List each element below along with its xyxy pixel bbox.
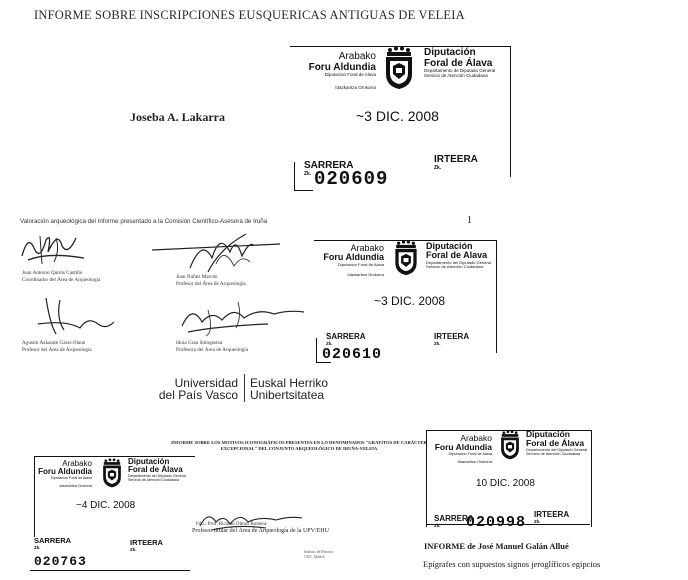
stamp-right-heading: Diputación Foral de Álava Departamento del Diputado General Servicio de Atención Ciudadana xyxy=(526,429,588,456)
stamp-number: 020609 xyxy=(314,168,389,190)
stamp-number: 020998 xyxy=(466,514,527,531)
stamp-date: ~4 DIC. 2008 xyxy=(76,500,136,511)
doc4-subtitle: Epígrafes con supuestos signos jeroglíficos egipcios xyxy=(423,559,601,569)
stamp-out-sub: Zk. xyxy=(534,519,541,524)
doc3-title: INFORME SOBRE LOS MOTIVOS ICONOGRÁFICOS PRESENTES EN LO DENOMINADOS "GRAFITOS DE CARÁCTER EXCEPCIONAL" DEL CONJUNTO ARQUEOLÓGICO DE IRUÑA-VELEIA xyxy=(171,440,427,451)
doc1-title: INFORME SOBRE INSCRIPCIONES EUSQUERICAS ANTIGUAS DE VELEIA xyxy=(34,8,465,22)
stamp-number: 020763 xyxy=(34,554,87,569)
coat-of-arms-seal-icon xyxy=(100,458,124,488)
stamp-out-label: IRTEERA xyxy=(534,510,570,519)
stamp-date: ~3 DIC. 2008 xyxy=(374,294,446,308)
stamp-out-label: IRTEERA xyxy=(130,538,163,547)
doc3-signer: Fdo.: Prof. Ricardo Olmos Romera xyxy=(196,522,267,527)
signatory-1: Juan Antonio Quirós Castillo Coordinador del Área de Arqueología xyxy=(22,270,101,283)
university-name-es: Universidad del País Vasco xyxy=(158,376,238,402)
stamp-out-label: IRTEERA xyxy=(434,332,470,341)
handwritten-signature xyxy=(150,228,290,276)
stamp-left-heading: Arabako Foru Aldundia Diputacion Foral de Alava Idazkaritza Orokorra xyxy=(434,433,492,464)
doc3-role: Profesor titular del Área de Arqueología de la UPV/EHU xyxy=(192,528,329,534)
stamp-in-label: SARRERA xyxy=(434,514,474,523)
doc4-title: INFORME de José Manuel Galán Allué xyxy=(424,541,569,551)
stamp-left-heading: Arabako Foru Aldundia Diputacion Foral de Alava Idazkaritza Orokorra xyxy=(308,51,376,90)
stamp-out-sub: Zk. xyxy=(434,341,441,346)
doc1-author: Joseba A. Lakarra xyxy=(130,110,226,124)
stamp-in-sub: Zk. xyxy=(34,545,41,550)
registry-stamp-3 xyxy=(30,454,202,578)
stamp-in-sub: Zk. xyxy=(304,171,312,177)
stamp-right-heading: Diputación Foral de Álava Departamento de Diputado General Servicio de Atención Ciudadana xyxy=(424,47,496,78)
stamp-in-sub: Zk. xyxy=(434,523,441,528)
doc3-small-print: Instituto de Historia CSIC, Madrid xyxy=(304,550,333,559)
stamp-in-label: SARRERA xyxy=(34,536,72,545)
signatory-3: Agustín Azkarate Garai-Olaun Profesor del Área de Arqueología xyxy=(22,340,92,353)
registry-stamp-4 xyxy=(426,426,598,538)
signatory-4: Idoia Grau Sologestoa Profesora del Área de Arqueología xyxy=(176,340,249,353)
stamp-in-label: SARRERA xyxy=(326,332,366,341)
handwritten-signature xyxy=(18,226,88,270)
coat-of-arms-seal-icon xyxy=(382,46,416,90)
university-name-eu: Euskal Herriko Unibertsitatea xyxy=(250,376,329,402)
stamp-out-label: IRTEERA xyxy=(434,154,478,165)
stamp-left-heading: Arabako Foru Aldundia Diputacion Foral de Alava Idazkaritza Orokorra xyxy=(38,459,92,488)
stamp-number: 020610 xyxy=(322,346,383,363)
stamp-out-sub: Zk. xyxy=(130,547,137,552)
coat-of-arms-seal-icon xyxy=(498,430,522,460)
doc2-header: Valoración arqueológica del Informe presentado a la Comisión Científico-Asesora de Iruña xyxy=(20,218,268,225)
stamp-date: 10 DIC. 2008 xyxy=(476,478,535,489)
stamp-date: ~3 DIC. 2008 xyxy=(356,108,439,124)
registry-stamp-1 xyxy=(290,42,518,192)
handwritten-signature xyxy=(178,296,308,338)
stamp-right-heading: Diputación Foral de Alava Departamento del Diputado General Servicio de Atención Ciudadana xyxy=(426,241,492,270)
stamp-in-label: SARRERA xyxy=(304,160,354,171)
stamp-in-sub: Zk. xyxy=(326,341,333,346)
stamp-left-heading: Arabako Foru Aldundia Diputacion Foral de Alava Idazkaritza Orokorra xyxy=(323,243,384,278)
stamp-out-sub: Zk. xyxy=(434,165,442,171)
coat-of-arms-seal-icon xyxy=(392,240,420,276)
divider xyxy=(244,374,245,402)
handwritten-signature xyxy=(26,294,116,338)
registry-stamp-2 xyxy=(314,238,504,368)
signatory-2: Juan Núñez Marcén Profesor del Área de Arqueología xyxy=(176,274,246,287)
doc2-page-number: 1 xyxy=(467,215,472,226)
stamp-right-heading: Diputación Foral de Álava Departamento del Diputado General Servicio de Atención Ciudadana xyxy=(128,457,186,482)
